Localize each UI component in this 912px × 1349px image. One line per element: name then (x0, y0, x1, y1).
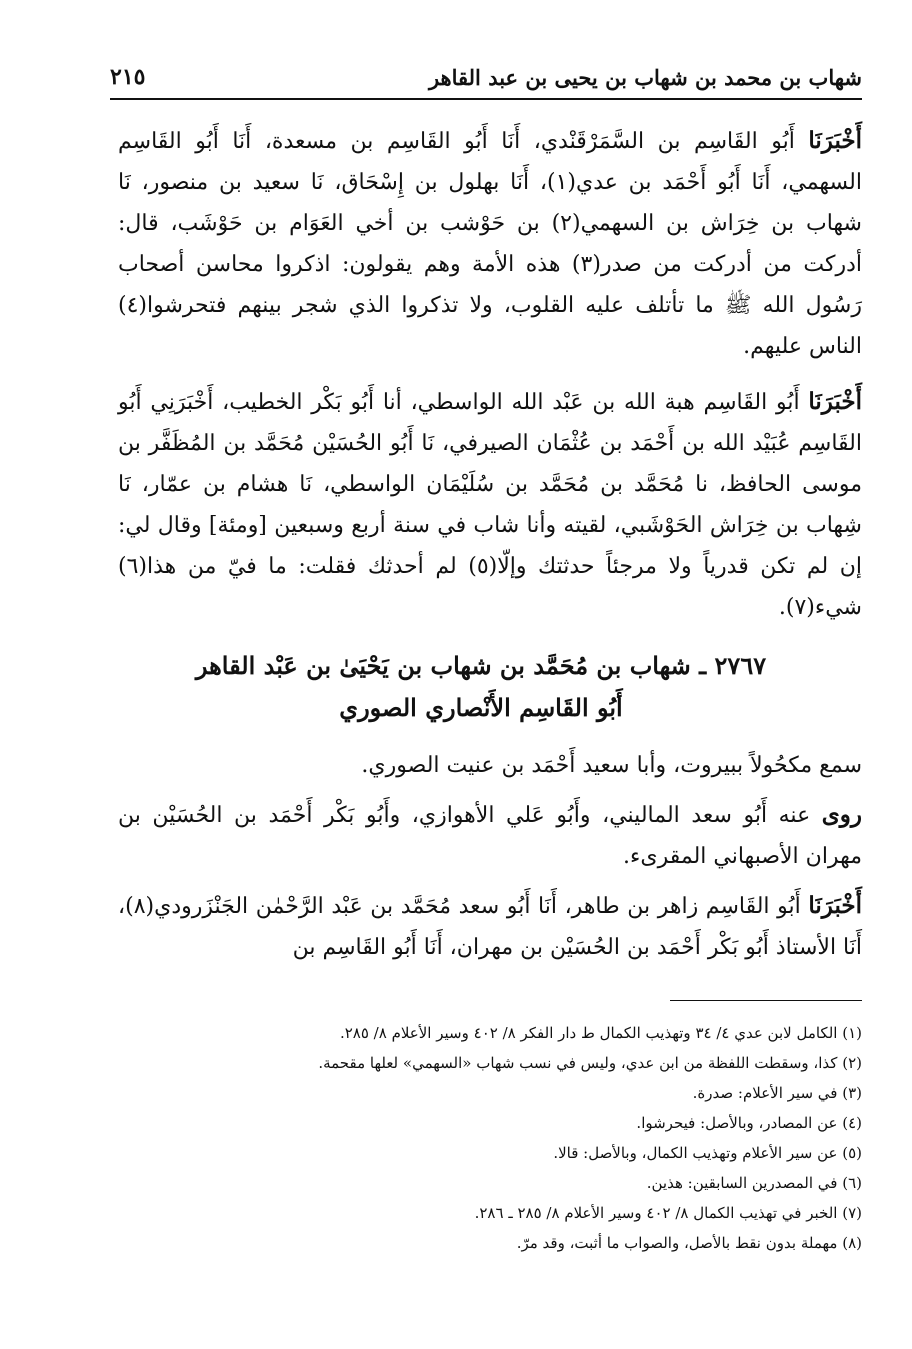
biography-rawa-text: عنه أَبُو سعد الماليني، وأَبُو عَلي الأهوازي، وأَبُو بَكْر أَحْمَد بن الحُسَيْن بن مهران الأصبهاني المقرىء. (118, 803, 862, 869)
footnote-4: (٤) عن المصادر، وبالأصل: فيحرشوا. (636, 1114, 862, 1132)
footnote-2: (٢) كذا، وسقطت اللفظة من ابن عدي، وليس في نسب شهاب «السهمي» لعلها مقحمة. (318, 1054, 862, 1072)
footnote-3: (٣) في سير الأعلام: صدرة. (692, 1084, 862, 1102)
footnote-divider (670, 1000, 862, 1001)
biography-rawa (118, 794, 862, 877)
keyword-akhbarana: أَخْبَرَنَا (808, 388, 862, 415)
page-header (110, 56, 862, 100)
paragraph-1-text: أَبُو القَاسِم بن السَّمَرْقَنْدي، أَنَا أَبُو القَاسِم بن مسعدة، أَنَا أَبُو القَاسِم السهمي، أَنَا أَبُو أَحْمَد بن عدي(١)، أَنَا بهلول بن إِسْحَاق، نَا سعيد بن منصور، نَا شهاب بن خِرَاش بن السهمي(٢) بن حَوْشب بن أخي العَوَام بن حَوْشَب، قال: أدركت من أدركت من صدر(٣) هذه الأمة وهم يقولون: اذكروا محاسن أصحاب رَسُول الله ﷺ ما تأتلف عليه القلوب، ولا تذكروا الذي شجر بينهم فتحرشوا(٤) الناس عليهم. (118, 129, 862, 359)
biography-heading-line-1: ٢٧٦٧ ـ شهاب بن مُحَمَّد بن شهاب بن يَحْيَىٰ بن عَبْد القاهر (195, 651, 767, 680)
keyword-akhbarana: أَخْبَرَنَا (808, 892, 862, 919)
footnote-7: (٧) الخبر في تهذيب الكمال ٨/ ٤٠٢ وسير الأعلام ٨/ ٢٨٥ ـ ٢٨٦. (474, 1204, 862, 1222)
main-text (118, 120, 862, 642)
footnotes (180, 1018, 862, 1258)
biography-sama: سمع مكحُولاً ببيروت، وأبا سعيد أَحْمَد بن عنيت الصوري. (361, 753, 862, 778)
running-title: شهاب بن محمد بن شهاب بن يحيى بن عبد القاهر (428, 64, 862, 90)
footnote-5: (٥) عن سير الأعلام وتهذيب الكمال، وبالأصل: قالا. (553, 1144, 862, 1162)
keyword-rawa: روى (821, 801, 862, 828)
footnote-8: (٨) مهملة بدون نقط بالأصل، والصواب ما أثبت، وقد مرّ. (516, 1234, 862, 1252)
paragraph-2-text: أَبُو القَاسِم هبة الله بن عَبْد الله الواسطي، أنا أَبُو بَكْر الخطيب، أَخْبَرَنِي أَبُو القَاسِم عُبَيْد الله بن أَحْمَد بن عُثْمَان الصيرفي، نَا أَبُو الحُسَيْن مُحَمَّد بن المُظَفَّر بن موسى الحافظ، نا مُحَمَّد بن مُحَمَّد بن سُلَيْمَان الواسطي، نَا هشام بن عمّار، نَا شِهاب بن خِرَاش الحَوْشَبي، لقيته وأنا شاب في سنة أربع وسبعين [ومئة] وقال لي: إن لم تكن قدرياً ولا مرجئاً حدثتك وإلّا(٥) لم أحدثك فقلت: ما فيّ من هذا(٦) شيء(٧). (118, 390, 863, 620)
footnote-6: (٦) في المصدرين السابقين: هذين. (646, 1174, 862, 1192)
biography-text (118, 745, 862, 976)
keyword-akhbarana: أَخْبَرَنَا (808, 127, 862, 154)
biography-akhbarana-text: أَبُو القَاسِم زاهر بن طاهر، أَنَا أَبُو سعد مُحَمَّد بن عَبْد الرَّحْمٰن الجَنْزَرودي(٨)، أَنَا الأستاذ أَبُو بَكْر أَحْمَد بن الحُسَيْن بن مهران، أَنَا أَبُو القَاسِم بن (118, 894, 862, 960)
biography-heading-line-2: أَبُو القَاسِم الأَنْصاري الصوري (339, 693, 623, 722)
biography-akhbarana (118, 885, 862, 968)
paragraph-1 (118, 120, 862, 367)
paragraph-2 (118, 381, 862, 628)
footnote-1: (١) الكامل لابن عدي ٤/ ٣٤ وتهذيب الكمال ط دار الفكر ٨/ ٤٠٢ وسير الأعلام ٨/ ٢٨٥. (339, 1024, 862, 1042)
page-number: ٢١٥ (110, 64, 146, 90)
biography-heading (100, 645, 862, 729)
